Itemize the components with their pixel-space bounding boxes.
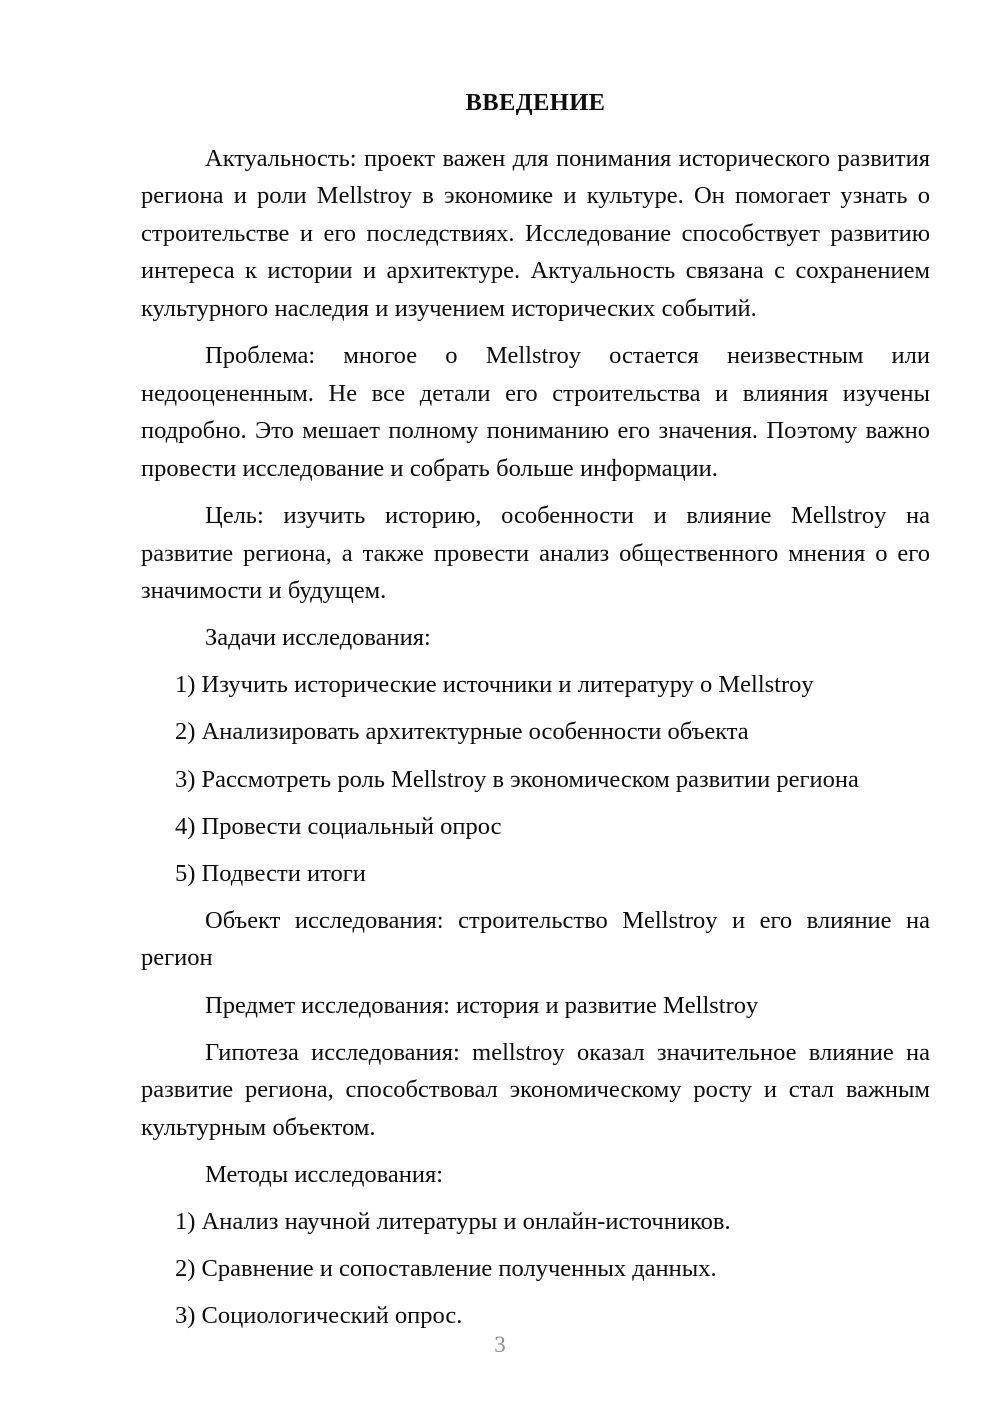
tasks-list bbox=[141, 666, 930, 892]
paragraph-object: Объект исследования: строительство Mellstroy и его влияние на регион bbox=[141, 906, 930, 972]
paragraph-hypothesis: Гипотеза исследования: mellstroy оказал значительное влияние на развитие региона, способствовал экономическому росту и стал важным культурным объектом. bbox=[141, 1038, 930, 1141]
list-item: 2) Анализировать архитектурные особенности объекта bbox=[175, 718, 749, 746]
list-item: 3) Социологический опрос. bbox=[175, 1302, 463, 1330]
page-number: 3 bbox=[494, 1332, 506, 1357]
paragraph-subject: Предмет исследования: история и развитие Mellstroy bbox=[205, 991, 759, 1019]
label-tasks: Задачи исследования: bbox=[205, 624, 431, 652]
page-title: ВВЕДЕНИЕ bbox=[465, 89, 606, 116]
list-item: 3) Рассмотреть роль Mellstroy в экономическом развитии региона bbox=[175, 765, 859, 793]
list-item: 1) Анализ научной литературы и онлайн-источников. bbox=[175, 1207, 731, 1235]
paragraph-relevance: Актуальность: проект важен для понимания исторического развития региона и роли Mellstroy в экономике и культуре. Он помогает узнать о строительстве и его последствиях. Исследование способствует развитию интереса к истории и архитектуре. Актуальность связана с сохранением культурного наследия и изучением исторических событий. bbox=[141, 144, 930, 322]
list-item: 2) Сравнение и сопоставление полученных данных. bbox=[175, 1255, 717, 1283]
list-item: 4) Провести социальный опрос bbox=[175, 812, 502, 840]
list-item: 1) Изучить исторические источники и литературу о Mellstroy bbox=[175, 671, 814, 699]
list-item: 5) Подвести итоги bbox=[175, 859, 366, 887]
paragraph-problem: Проблема: многое о Mellstroy остается неизвестным или недооцененным. Не все детали его строительства и влияния изучены подробно. Это мешает полному пониманию его значения. Поэтому важно провести исследование и собрать больше информации. bbox=[141, 342, 930, 482]
methods-list bbox=[141, 1203, 930, 1335]
paragraph-goal: Цель: изучить историю, особенности и влияние Mellstroy на развитие региона, а также провести анализ общественного мнения о его значимости и будущем. bbox=[141, 501, 930, 605]
label-methods: Методы исследования: bbox=[205, 1160, 444, 1188]
document-body bbox=[141, 88, 930, 1344]
